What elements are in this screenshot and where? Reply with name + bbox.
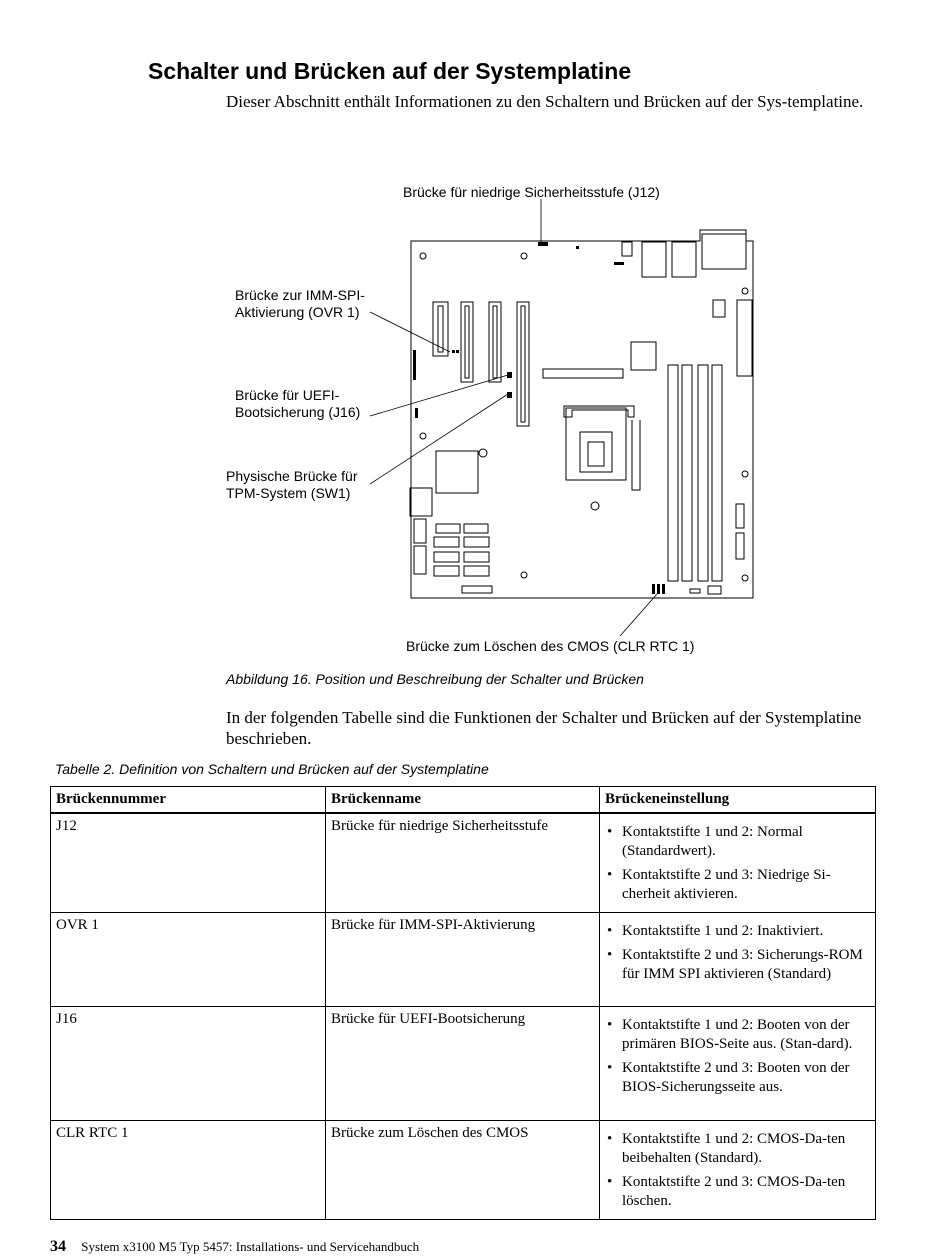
cell-settings <box>600 913 876 1007</box>
cell-number: J16 <box>51 1007 326 1121</box>
system-board-drawing <box>0 170 950 665</box>
cell-name: Brücke zum Löschen des CMOS <box>326 1121 600 1220</box>
callout-sw1-line1: Physische Brücke für <box>226 468 358 484</box>
setting-item: • Kontaktstifte 2 und 3: Booten von der BIOS-Sicherungsseite aus. <box>605 1059 870 1097</box>
cell-name: Brücke für IMM-SPI-Aktivierung <box>326 913 600 1007</box>
header-number: Brückennummer <box>51 787 326 814</box>
table-row <box>51 913 876 1007</box>
callout-ovr1 <box>235 287 365 321</box>
setting-item: • Kontaktstifte 2 und 3: Sicherungs-ROM für IMM SPI aktivieren (Standard) <box>605 946 870 984</box>
cell-name: Brücke für niedrige Sicherheitsstufe <box>326 813 600 913</box>
cell-name: Brücke für UEFI-Bootsicherung <box>326 1007 600 1121</box>
table-intro-paragraph: In der folgenden Tabelle sind die Funktionen der Schalter und Brücken auf der Systemplatine beschrieben. <box>226 708 862 748</box>
cell-number: CLR RTC 1 <box>51 1121 326 1220</box>
callout-clr-rtc: Brücke zum Löschen des CMOS (CLR RTC 1) <box>406 638 695 654</box>
callout-j12: Brücke für niedrige Sicherheitsstufe (J12) <box>403 184 660 200</box>
setting-item: • Kontaktstifte 1 und 2: Inaktiviert. <box>605 922 870 941</box>
footer-title: System x3100 M5 Typ 5457: Installations- und Servicehandbuch <box>81 1239 420 1254</box>
table-header-row <box>51 787 876 814</box>
setting-item: • Kontaktstifte 1 und 2: Booten von der primären BIOS-Seite aus. (Stan-dard). <box>605 1016 870 1054</box>
callout-ovr1-line1: Brücke zur IMM-SPI- <box>235 287 365 303</box>
cell-settings <box>600 813 876 913</box>
table-row <box>51 813 876 913</box>
intro-paragraph: Dieser Abschnitt enthält Informationen zu den Schaltern und Brücken auf der Sys-templatine. <box>226 92 864 111</box>
callout-j16-line1: Brücke für UEFI- <box>235 387 340 403</box>
callout-sw1 <box>226 468 358 502</box>
setting-item: • Kontaktstifte 2 und 3: Niedrige Si-cherheit aktivieren. <box>605 866 870 904</box>
setting-item: • Kontaktstifte 1 und 2: CMOS-Da-ten beibehalten (Standard). <box>605 1130 870 1168</box>
figure-caption: Abbildung 16. Position und Beschreibung der Schalter und Brücken <box>226 671 644 687</box>
callout-j16-line2: Bootsicherung (J16) <box>235 404 361 420</box>
header-setting: Brückeneinstellung <box>600 787 876 814</box>
page-number: 34 <box>50 1238 66 1255</box>
callout-sw1-line2: TPM-System (SW1) <box>226 485 351 501</box>
table-row <box>51 1121 876 1220</box>
callout-j16 <box>235 387 360 421</box>
table-row <box>51 1007 876 1121</box>
cell-number: J12 <box>51 813 326 913</box>
page-footer <box>50 1238 419 1256</box>
setting-item: • Kontaktstifte 2 und 3: CMOS-Da-ten löschen. <box>605 1173 870 1211</box>
cell-number: OVR 1 <box>51 913 326 1007</box>
jumper-definition-table <box>50 786 876 1220</box>
table-caption: Tabelle 2. Definition von Schaltern und Brücken auf der Systemplatine <box>55 761 489 777</box>
setting-item: • Kontaktstifte 1 und 2: Normal (Standardwert). <box>605 823 870 861</box>
header-name: Brückenname <box>326 787 600 814</box>
callout-ovr1-line2: Aktivierung (OVR 1) <box>235 304 360 320</box>
system-board-diagram <box>0 170 950 665</box>
cell-settings <box>600 1121 876 1220</box>
page-title: Schalter und Brücken auf der Systemplatine <box>148 58 632 84</box>
cell-settings <box>600 1007 876 1121</box>
